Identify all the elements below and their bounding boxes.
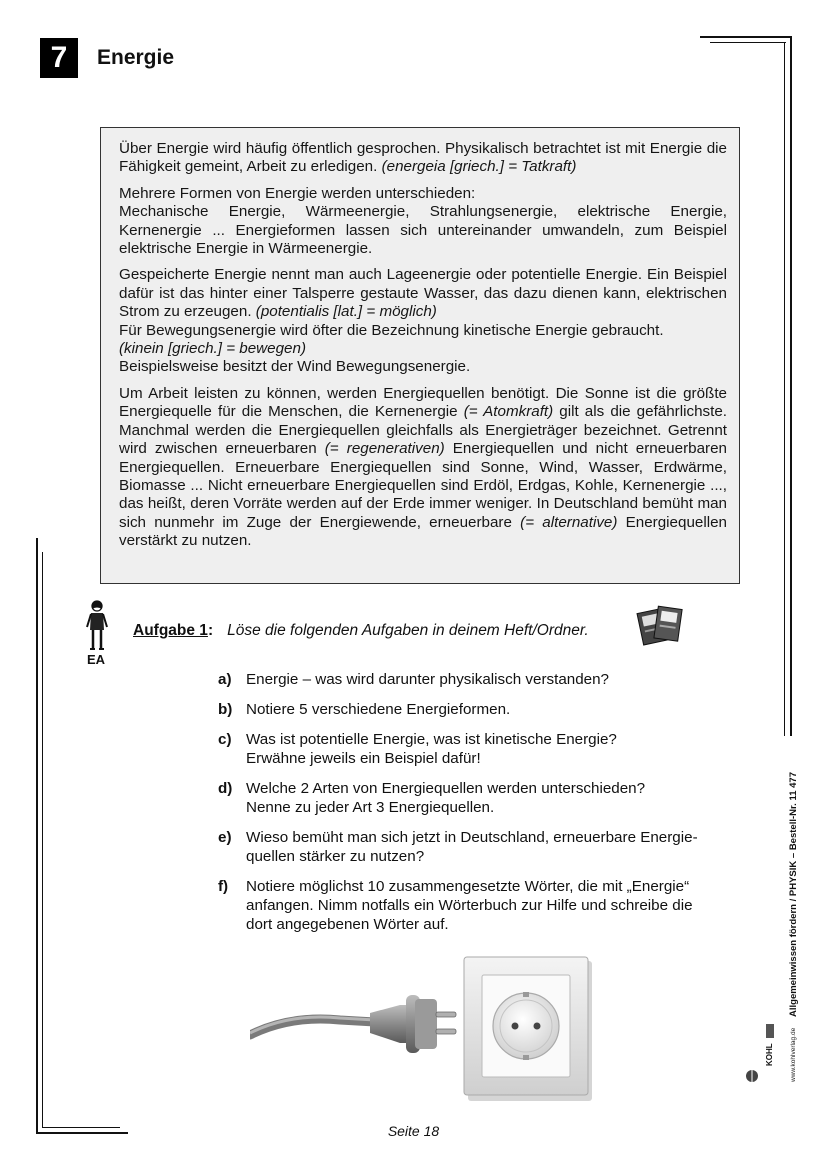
- plug-and-socket-illustration: [250, 955, 595, 1105]
- task-letter: d): [218, 780, 233, 797]
- info-text: Mechanische Energie, Wärmeenergie, Strahlungsenergie, elektrische Energie, Kernenergie ... Energieformen lassen sich untereinander umwandeln, zum Beispiel elektrische Energie in Wärmeenergie.: [119, 203, 727, 258]
- info-text: gilt als die gefährlichste. Manchmal werden die Energiequellen gleichfalls als Energieträger bezeichnet. Getrennt wird zwischen erneuerbaren: [119, 403, 728, 458]
- task-text: [246, 877, 693, 934]
- info-text: Über Energie wird häufig öffentlich gesprochen. Physikalisch betrachtet ist mit Energie die Fähigkeit gemeint, Arbeit zu erledigen.: [119, 140, 727, 176]
- etymology-note: (= regenerativen): [324, 440, 445, 458]
- task-instruction: Löse die folgenden Aufgaben in deinem Heft/Ordner.: [227, 622, 589, 639]
- task-letter: a): [218, 671, 232, 688]
- task-line: quellen stärker zu nutzen?: [246, 848, 425, 865]
- task-line: anfangen. Nimm notfalls ein Wörterbuch zur Hilfe und schreibe die: [246, 897, 693, 914]
- task-list: [218, 670, 728, 945]
- task-item-d: [218, 779, 728, 817]
- task-item-a: [218, 670, 728, 689]
- info-box: [100, 127, 740, 584]
- info-paragraph-4: [119, 385, 727, 551]
- work-form-label: EA: [87, 652, 106, 667]
- task-text: Notiere 5 verschiedene Energieformen.: [246, 701, 511, 718]
- etymology-note: (= alternative): [520, 513, 618, 531]
- publisher-logo-icon: [744, 1020, 778, 1086]
- student-figure-icon: [86, 600, 108, 652]
- task-line: Welche 2 Arten von Energiequellen werden unterschieden?: [246, 780, 646, 797]
- task-text: [246, 828, 698, 866]
- task-colon: :: [207, 622, 214, 639]
- task-letter: e): [218, 829, 232, 846]
- task-line: Erwähne jeweils ein Beispiel dafür!: [246, 750, 481, 767]
- info-text: Energiequellen verstärkt zu nutzen.: [119, 513, 727, 550]
- info-text: Beispielsweise besitzt der Wind Bewegungsenergie.: [119, 358, 471, 376]
- task-letter: f): [218, 878, 229, 895]
- etymology-note: (kinein [griech.] = bewegen): [119, 340, 306, 358]
- frame-line-right: [790, 36, 792, 736]
- info-text: Gespeicherte Energie nennt man auch Lageenergie oder potentielle Energie. Ein Beispiel dafür ist das hinter einer Talsperre gestaute Wasser, das dazu dienen kann, elektrischen Strom zu erzeugen.: [119, 266, 727, 321]
- frame-line-right-inner: [784, 42, 785, 736]
- task-text: Energie – was wird darunter physikalisch verstanden?: [246, 671, 610, 688]
- task-item-f: [218, 877, 728, 934]
- info-paragraph-3: [119, 266, 727, 376]
- publisher-logo-text: KOHL: [765, 1043, 774, 1066]
- frame-line-left-inner: [42, 552, 43, 1128]
- info-paragraph-2: [119, 185, 727, 259]
- side-order-info: Allgemeinwissen fördern / PHYSIK – Bestell-Nr. 11 477: [788, 772, 799, 1017]
- etymology-note: (= Atomkraft): [463, 403, 554, 421]
- task-item-e: [218, 828, 728, 866]
- task-line: Notiere möglichst 10 zusammengesetzte Wörter, die mit „Energie“: [246, 878, 690, 895]
- task-heading: [133, 622, 589, 640]
- frame-line-top: [700, 36, 792, 38]
- task-label: Aufgabe 1: [133, 622, 208, 639]
- frame-line-top-inner: [710, 42, 786, 43]
- task-line: dort angegebenen Wörter auf.: [246, 916, 449, 933]
- task-item-c: [218, 730, 728, 768]
- page-number: Seite 18: [387, 1123, 440, 1139]
- notebook-icon: [636, 604, 684, 646]
- info-text: Energiequellen und nicht erneuerbaren Energiequellen. Erneuerbare Energiequellen sind Sonne, Wind, Wasser, Erdwärme, Biomasse ... Nicht erneuerbare Energiequellen sind Erdöl, Erdgas, Kohle, Kernenergie ..., das heißt, deren Vorräte werden auf der Erde immer weniger. In Deutschland bemüht man sich nunmehr im Zuge der Energiewende, erneuerbare: [119, 440, 727, 531]
- task-item-b: [218, 700, 728, 719]
- info-text: Mehrere Formen von Energie werden unterschieden:: [119, 184, 476, 202]
- task-line: Nenne zu jeder Art 3 Energiequellen.: [246, 799, 495, 816]
- task-letter: c): [218, 731, 232, 748]
- task-text: [246, 730, 617, 768]
- publisher-url: www.kohlverlag.de: [790, 1027, 797, 1082]
- task-line: Wieso bemüht man sich jetzt in Deutschland, erneuerbare Energie-: [246, 829, 698, 846]
- info-text: Um Arbeit leisten zu können, werden Energiequellen benötigt. Die Sonne ist die größte Energiequelle für die Menschen, die Kernenergie: [119, 384, 727, 421]
- info-text: Für Bewegungsenergie wird öfter die Bezeichnung kinetische Energie gebraucht.: [119, 321, 664, 339]
- etymology-note: (energeia [griech.] = Tatkraft): [381, 158, 577, 176]
- task-text: [246, 779, 645, 817]
- task-line: Was ist potentielle Energie, was ist kinetische Energie?: [246, 731, 617, 748]
- chapter-number: 7: [40, 38, 78, 78]
- etymology-note: (potentialis [lat.] = möglich): [255, 303, 437, 321]
- frame-line-left: [36, 538, 38, 1134]
- info-paragraph-1: [119, 140, 727, 177]
- task-letter: b): [218, 701, 233, 718]
- page-title: Energie: [97, 46, 175, 69]
